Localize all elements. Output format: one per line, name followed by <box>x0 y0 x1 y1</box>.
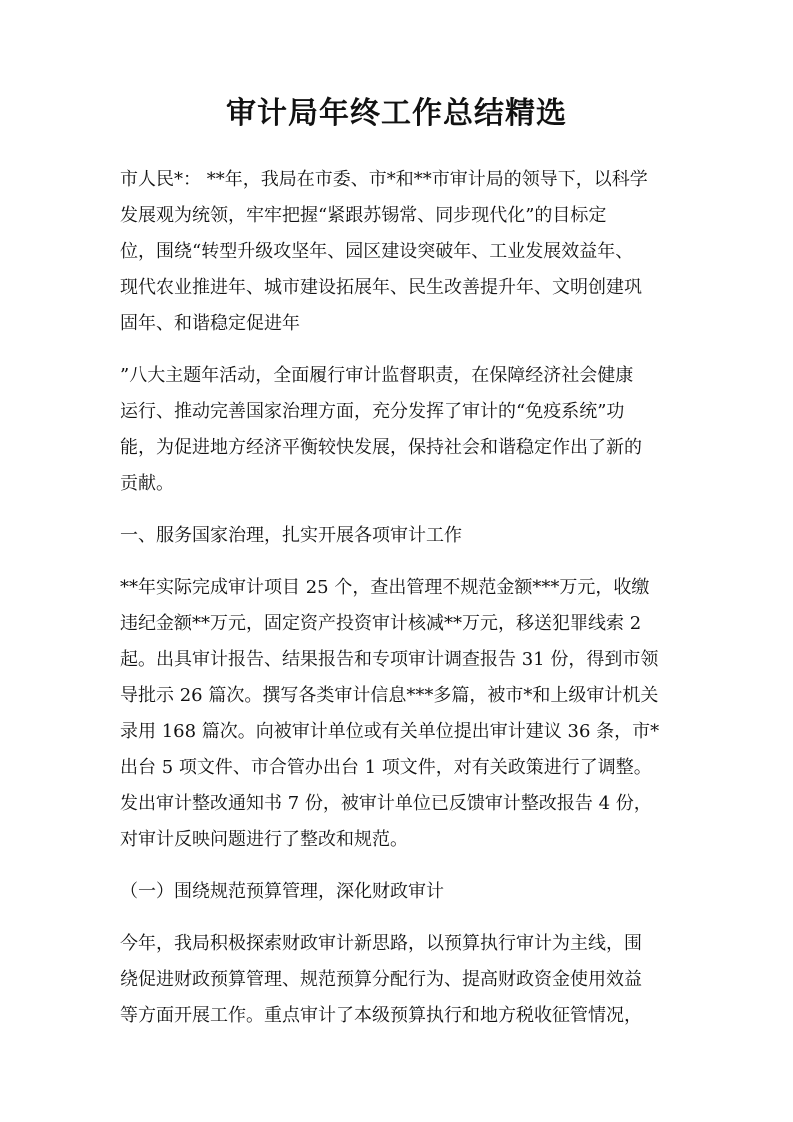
text-line: 一、服务国家治理，扎实开展各项审计工作 <box>120 525 462 546</box>
text-line: 违纪金额**万元，固定资产投资审计核减**万元，移送犯罪线索 2 <box>120 613 642 634</box>
text-line: 发展观为统领，牢牢把握“紧跟苏锡常、同步现代化”的目标定 <box>120 205 607 226</box>
text-line: 起。出具审计报告、结果报告和专项审计调查报告 31 份，得到市领 <box>120 649 659 670</box>
text-line: 今年，我局积极探索财政审计新思路，以预算执行审计为主线，围 <box>120 933 642 954</box>
document-title: 审计局年终工作总结精选 <box>226 96 567 131</box>
text-line: （一）围绕规范预算管理，深化财政审计 <box>120 881 444 902</box>
text-line: 等方面开展工作。重点审计了本级预算执行和地方税收征管情况， <box>120 1005 642 1026</box>
text-line: 发出审计整改通知书 7 份，被审计单位已反馈审计整改报告 4 份， <box>120 793 652 814</box>
text-line: 位，围绕“转型升级攻坚年、园区建设突破年、工业发展效益年、 <box>120 241 634 262</box>
subsection-heading-1 <box>120 874 680 910</box>
paragraph-summary <box>120 358 680 502</box>
paragraph-finance-audit <box>120 926 680 1034</box>
text-line: 对审计反映问题进行了整改和规范。 <box>120 829 408 850</box>
text-line: **年实际完成审计项目 25 个，查出管理不规范金额***万元，收缴 <box>120 577 650 598</box>
text-line: 固年、和谐稳定促进年 <box>120 313 300 334</box>
text-line: ”八大主题年活动，全面履行审计监督职责，在保障经济社会健康 <box>120 365 634 386</box>
paragraph-stats <box>120 570 680 858</box>
section-heading-1 <box>120 518 680 554</box>
paragraph-intro <box>120 162 680 342</box>
text-line: 贡献。 <box>120 473 174 494</box>
text-line: 绕促进财政预算管理、规范预算分配行为、提高财政资金使用效益 <box>120 969 642 990</box>
text-line: 市人民*： **年，我局在市委、市*和**市审计局的领导下，以科学 <box>120 169 648 190</box>
document-body <box>120 162 680 1050</box>
text-line: 能，为促进地方经济平衡较快发展，保持社会和谐稳定作出了新的 <box>120 437 642 458</box>
text-line: 运行、推动完善国家治理方面，充分发挥了审计的“免疫系统”功 <box>120 401 625 422</box>
text-line: 出台 5 项文件、市合管办出台 1 项文件，对有关政策进行了调整。 <box>120 757 652 778</box>
text-line: 导批示 26 篇次。撰写各类审计信息***多篇，被市*和上级审计机关 <box>120 685 659 706</box>
text-line: 录用 168 篇次。向被审计单位或有关单位提出审计建议 36 条，市* <box>120 721 660 742</box>
text-line: 现代农业推进年、城市建设拓展年、民生改善提升年、文明创建巩 <box>120 277 642 298</box>
